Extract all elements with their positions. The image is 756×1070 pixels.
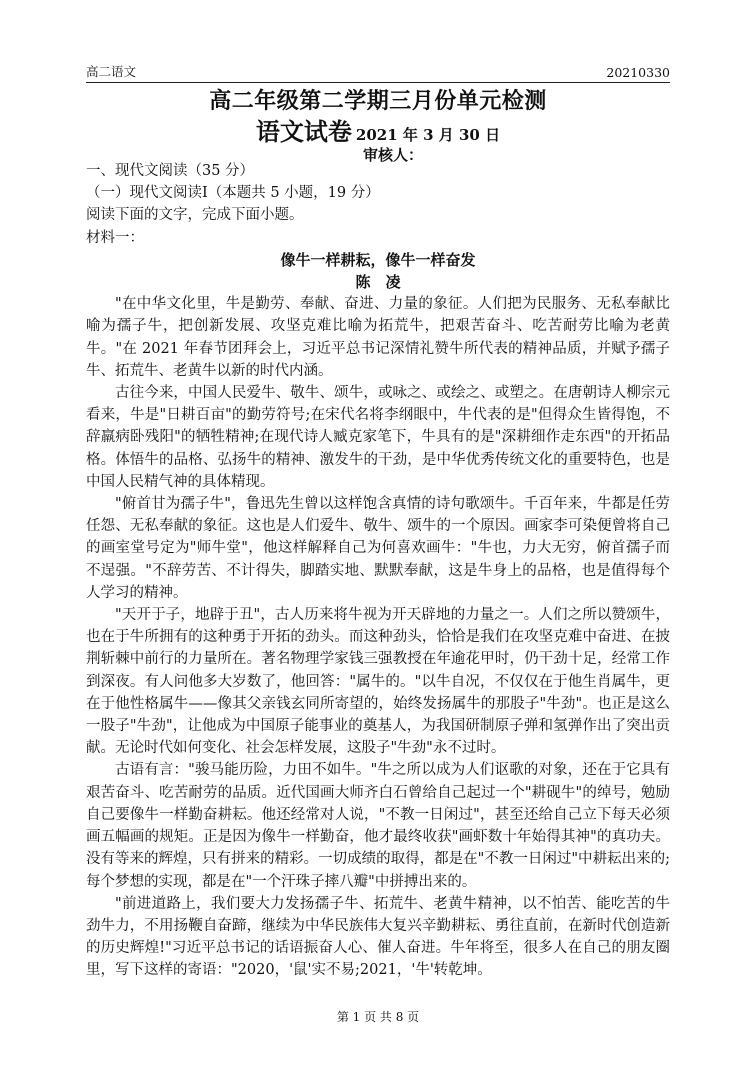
article-paragraph: 古语有言："骏马能历险，力田不如牛。"牛之所以成为人们讴歌的对象，还在于它具有艰苦奋斗、吃苦耐劳的品质。近代国画大师齐白石曾给自己起过一个"耕砚牛"的绰号，勉励自己要像牛一样勤奋耕耘。他还经常对人说，"不教一日闲过"，甚至还给自己立下每天必须画五幅画的规矩。正是因为像牛一样勤奋，他才最终收获"画虾数十年始得其神"的真功夫。没有等来的辉煌，只有拼来的精彩。一切成绩的取得，都是在"不教一日闲过"中耕耘出来的;每个梦想的实现，都是在"一个汗珠子摔八瓣"中拼搏出来的。 (86, 762, 670, 890)
exam-date: 2021 年 3 月 30 日 (355, 126, 501, 144)
instruction-text: 阅读下面的文字，完成下面小题。 (86, 207, 304, 224)
article-paragraph: "前进道路上，我们要大力发扬孺子牛、拓荒牛、老黄牛精神，以不怕苦、能吃苦的牛劲牛力，不用扬鞭自奋蹄，继续为中华民族伟大复兴辛勤耕耘、勇往直前，在新时代创造新的历史辉煌!"习近平总书记的话语振奋人心、催人奋进。牛年将至，很多人在自己的朋友圈里，写下这样的寄语："2020，'鼠'实不易;2021，'牛'转乾坤。 (86, 895, 670, 979)
subsection-heading: （一）现代文阅读Ⅰ（本题共 5 小题，19 分） (86, 185, 380, 202)
material-label: 材料一： (86, 229, 144, 246)
article-title: 像牛一样耕耘，像牛一样奋发 (280, 250, 476, 269)
article-paragraph: "俯首甘为孺子牛"，鲁迅先生曾以这样饱含真情的诗句歌颂牛。千百年来，牛都是任劳任怨、无私奉献的象征。这也是人们爱牛、敬牛、颂牛的一个原因。画家李可染便曾将自己的画室堂号定为"师牛堂"，他这样解释自己为何喜欢画牛："牛也，力大无穷，俯首孺子而不逞强。"不辞劳苦、不计得失，脚踏实地、默默奉献，这是牛身上的品格，也是值得每个人学习的精神。 (86, 496, 670, 601)
header-subject: 高二语文 (86, 64, 137, 79)
article-paragraph: 古往今来，中国人民爱牛、敬牛、颂牛，或咏之、或绘之、或塑之。在唐朝诗人柳宗元看来，牛是"日耕百亩"的勤劳符号;在宋代名将李纲眼中，牛代表的是"但得众生皆得饱，不辞羸病卧残阳"的牺牲精神;在现代诗人臧克家笔下，牛具有的是"深耕细作走东西"的开拓品格。体悟牛的品格、弘扬牛的精神、激发牛的干劲，是中华优秀传统文化的重要特色，也是中国人民精气神的具体精现。 (86, 385, 670, 490)
exam-subtitle (0, 112, 756, 147)
exam-title: 高二年级第二学期三月份单元检测 (209, 88, 547, 114)
article-author: 陈 凌 (355, 273, 401, 292)
section-heading: 一、现代文阅读（35 分） (86, 163, 255, 179)
reviewer-label: 审核人： (362, 146, 423, 164)
article-paragraph: "在中华文化里，牛是勤劳、奉献、奋进、力量的象征。人们把为民服务、无私奉献比喻为孺子牛，把创新发展、攻坚克难比喻为拓荒牛，把艰苦奋斗、吃苦耐劳比喻为老黄牛。"在 2021 年春节团拜会上，习近平总书记深情礼赞牛所代表的精神品质，并赋予孺子牛、拓荒牛、老黄牛以新的时代内涵。 (86, 296, 670, 379)
header-date-code: 20210330 (606, 65, 670, 80)
page-number: 第 1 页 共 8 页 (336, 1010, 420, 1024)
page-content (86, 160, 670, 982)
page-header (86, 62, 670, 83)
paper-name: 语文试卷 (255, 117, 352, 146)
article-paragraph: "天开于子，地辟于丑"，古人历来将牛视为开天辟地的力量之一。人们之所以赞颂牛，也在于牛所拥有的这种勇于开拓的劲头。而这种劲头，恰恰是我们在攻坚克难中奋进、在披荆斩棘中前行的力量所在。著名物理学家钱三强教授在年逾花甲时，仍干劲十足，经常工作到深夜。有人问他多大岁数了，他回答："属牛的。"以牛自况，不仅仅在于他生肖属牛，更在于他性格属牛——像其父亲钱玄同所寄望的，始终发扬属牛的那股子"牛劲"。也正是这么一股子"牛劲"，让他成为中国原子能事业的奠基人，为我国研制原子弹和氢弹作出了突出贡献。无论时代如何变化、社会怎样发展，这股子"牛劲"永不过时。 (86, 607, 670, 757)
